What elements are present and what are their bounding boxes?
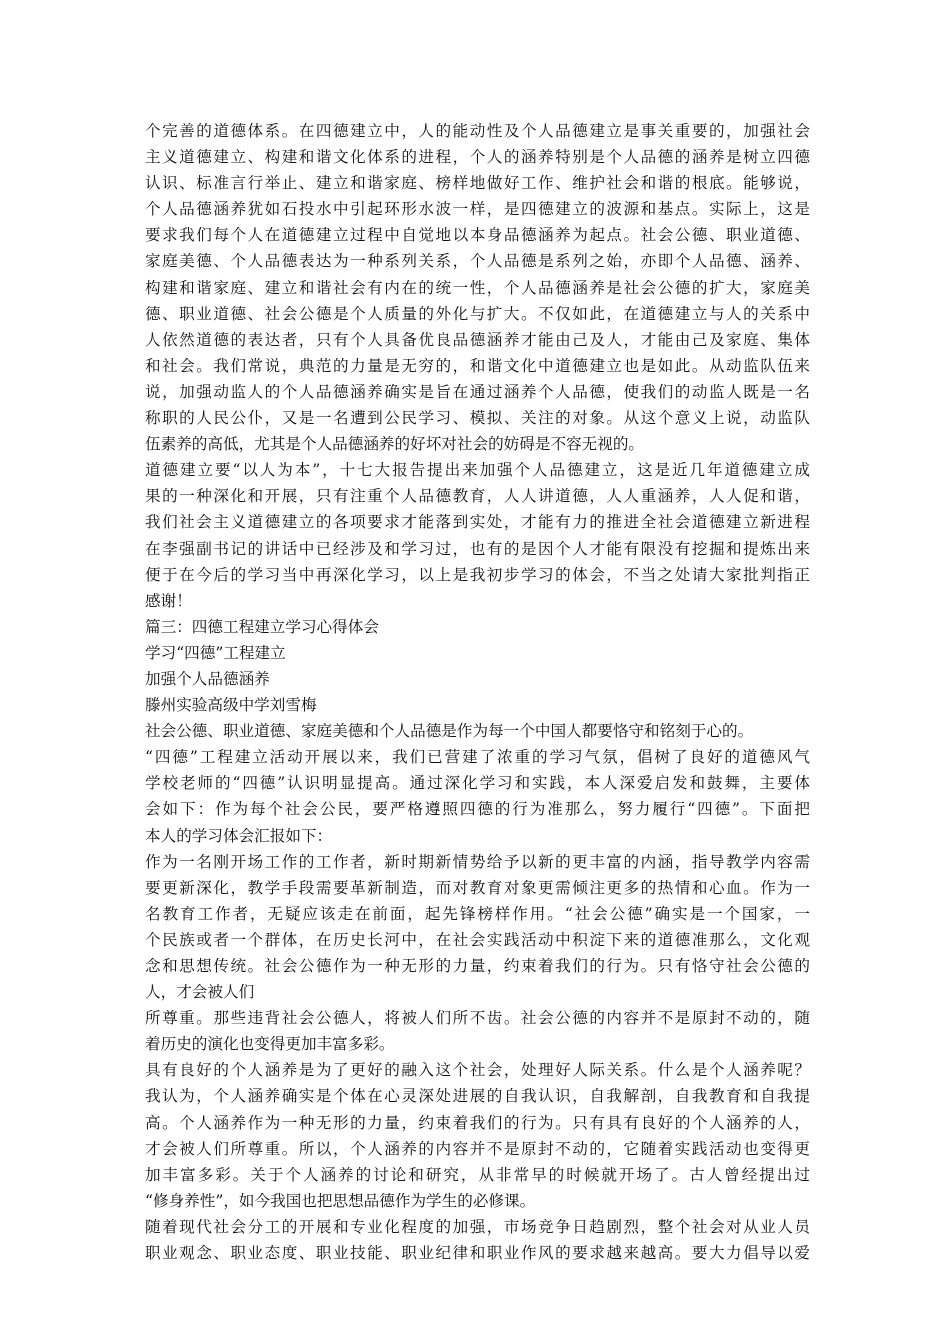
text-line: 学校老师的“四德”认识明显提高。通过深化学习和实践，本人深爱启发和鼓舞，主要体 xyxy=(145,774,810,793)
text-line: 高。个人涵养作为一种无形的力量，约束着我们的行为。只有具有良好的个人涵养的人， xyxy=(145,1113,810,1132)
text-line: 会如下：作为每个社会公民，要严格遵照四德的行为准那么，努力履行“四德”。下面把 xyxy=(145,800,810,819)
text-line: 要更新深化，教学手段需要革新制造，而对教育对象更需倾注更多的热情和心血。作为一 xyxy=(145,878,810,897)
text-line: 构建和谐家庭、建立和谐社会有内在的统一性，个人品德涵养是社会公德的扩大，家庭美 xyxy=(145,278,810,297)
text-line: 着历史的演化也变得更加丰富多彩。 xyxy=(145,1035,395,1054)
text-line: 个人品德涵养犹如石投水中引起环形水波一样，是四德建立的波源和基点。实际上，这是 xyxy=(145,200,810,219)
text-line: 社会公德、职业道德、家庭美德和个人品德是作为每一个中国人都要恪守和铭刻于心的。 xyxy=(145,722,754,741)
text-line: 滕州实验高级中学刘雪梅 xyxy=(145,696,317,715)
text-line: 果的一种深化和开展，只有注重个人品德教育，人人讲道德，人人重涵养，人人促和谐， xyxy=(145,487,810,506)
text-line: 要求我们每个人在道德建立过程中自觉地以本身品德涵养为起点。社会公德、职业道德、 xyxy=(145,226,810,245)
text-line: 伍素养的高低，尤其是个人品德涵养的好坏对社会的妨碍是不容无视的。 xyxy=(145,435,645,454)
text-line: 认识、标准言行举止、建立和谐家庭、榜样地做好工作、维护社会和谐的根底。能够说， xyxy=(145,174,810,193)
text-line: “修身养性”，如今我国也把思想品德作为学生的必修课。 xyxy=(145,1191,536,1210)
text-line: 人依然道德的表达者，只有个人具备优良品德涵养才能由己及人，才能由己及家庭、集体 xyxy=(145,330,810,349)
text-line: 所尊重。那些违背社会公德人，将被人们所不齿。社会公德的内容并不是原封不动的，随 xyxy=(145,1009,810,1028)
text-line: 人，才会被人们 xyxy=(145,983,255,1002)
text-line: 职业观念、职业态度、职业技能、职业纪律和职业作风的要求越来越高。要大力倡导以爱 xyxy=(145,1244,810,1263)
text-line: 称职的人民公仆，又是一名遭到公民学习、模拟、关注的对象。从这个意义上说，动监队 xyxy=(145,409,810,428)
text-line: 说，加强动监人的个人品德涵养确实是旨在通过涵养个人品德，使我们的动监人既是一名 xyxy=(145,382,810,401)
document-body xyxy=(145,118,810,1266)
text-line: 学习“四德”工程建立 xyxy=(145,643,286,662)
text-line: 德、职业道德、社会公德是个人质量的外化与扩大。不仅如此，在道德建立与人的关系中 xyxy=(145,304,810,323)
text-line: 篇三：四德工程建立学习心得体会 xyxy=(145,617,379,636)
text-line: 加强个人品德涵养 xyxy=(145,669,270,688)
text-line: 念和思想传统。社会公德作为一种无形的力量，约束着我们的行为。只有恪守社会公德的 xyxy=(145,957,810,975)
text-line: 道德建立要“以人为本”，十七大报告提出来加强个人品德建立，这是近几年道德建立成 xyxy=(145,461,810,480)
text-line: 个完善的道德体系。在四德建立中，人的能动性及个人品德建立是事关重要的，加强社会 xyxy=(145,122,810,140)
text-line: 我认为，个人涵养确实是个体在心灵深处进展的自我认识，自我解剖，自我教育和自我提 xyxy=(145,1087,810,1106)
text-line: 随着现代社会分工的开展和专业化程度的加强，市场竞争日趋剧烈，整个社会对从业人员 xyxy=(145,1217,810,1236)
text-line: 便于在今后的学习当中再深化学习，以上是我初步学习的体会，不当之处请大家批判指正 xyxy=(145,565,810,584)
text-line: 主义道德建立、构建和谐文化体系的进程，个人的涵养特别是个人品德的涵养是树立四德 xyxy=(145,148,810,167)
text-line: 个民族或者一个群体，在历史长河中，在社会实践活动中积淀下来的道德准那么，文化观 xyxy=(145,930,810,949)
text-line: 才会被人们所尊重。所以，个人涵养的内容并不是原封不动的，它随着实践活动也变得更 xyxy=(145,1139,810,1158)
text-line: 和社会。我们常说，典范的力量是无穷的，和谐文化中道德建立也是如此。从动监队伍来 xyxy=(145,356,810,375)
text-line: 作为一名刚开场工作的工作者，新时期新情势给予以新的更丰富的内涵，指导教学内容需 xyxy=(145,852,810,871)
text-line: 家庭美德、个人品德表达为一种系列关系，个人品德是系列之始，亦即个人品德、涵养、 xyxy=(145,252,810,271)
text-line: 在李强副书记的讲话中已经涉及和学习过，也有的是因个人才能有限没有挖掘和提炼出来 xyxy=(145,539,810,558)
text-line: 本人的学习体会汇报如下： xyxy=(145,826,333,845)
text-line: 我们社会主义道德建立的各项要求才能落到实处，才能有力的推进全社会道德建立新进程 xyxy=(145,513,810,532)
text-line: 具有良好的个人涵养是为了更好的融入这个社会，处理好人际关系。什么是个人涵养呢？ xyxy=(145,1061,810,1080)
text-line: 感谢！ xyxy=(145,591,192,610)
text-line: 加丰富多彩。关于个人涵养的讨论和研究，从非常早的时候就开场了。古人曾经提出过 xyxy=(145,1165,810,1184)
text-line: “四德”工程建立活动开展以来，我们已营建了浓重的学习气氛，倡树了良好的道德风气 xyxy=(145,748,810,767)
text-line: 名教育工作者，无疑应该走在前面，起先锋榜样作用。“社会公德”确实是一个国家，一 xyxy=(145,904,810,923)
